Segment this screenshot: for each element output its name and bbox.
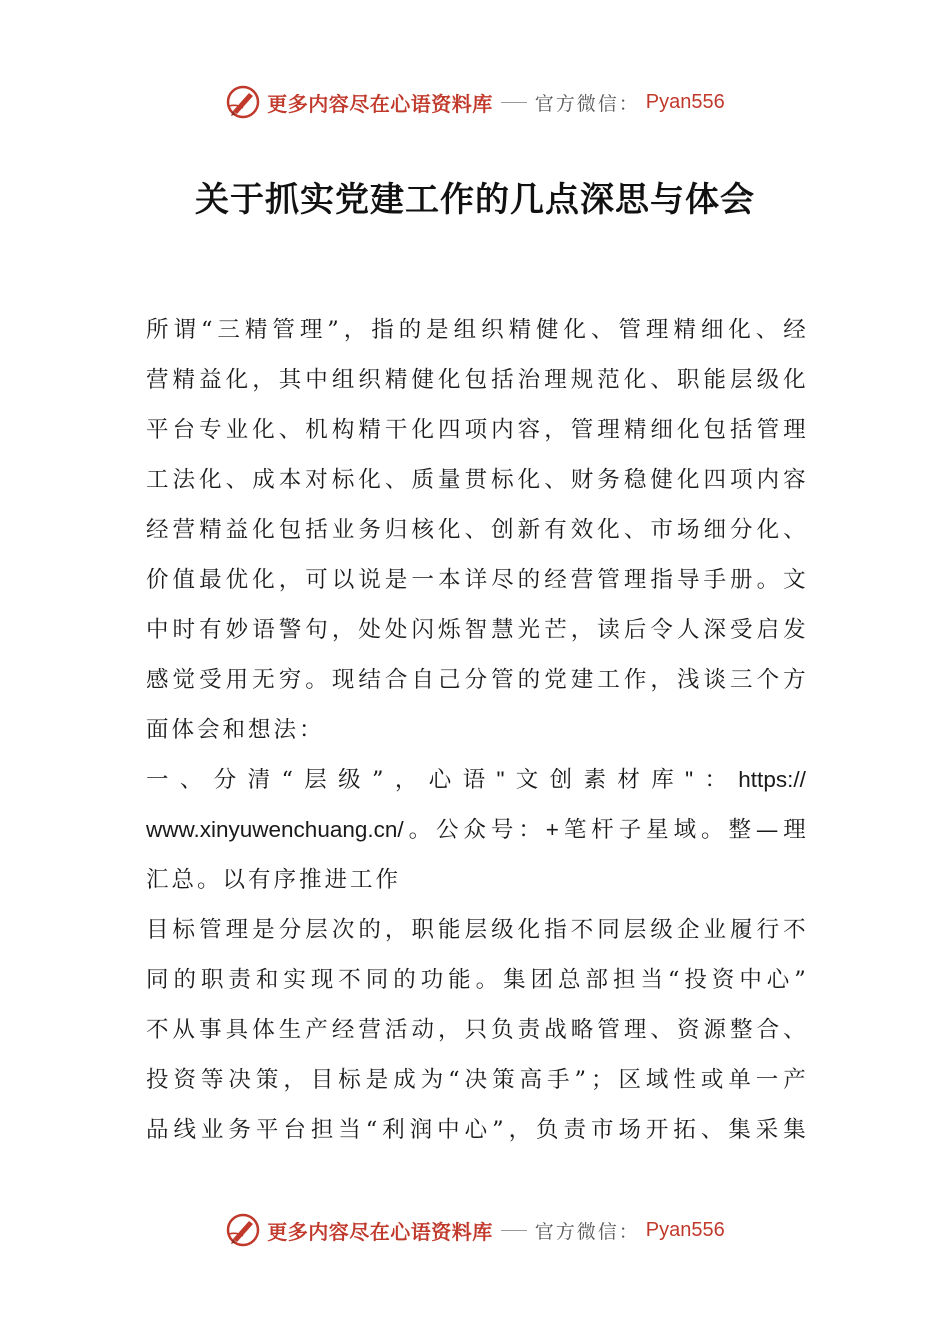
body-line: 工 法 化 、 成 本 对 标 化 、 质 量 贯 标 化 、 财 务 稳 健 化 四 项 内 容: [146, 467, 806, 493]
body-line: 投 资 等 决 策 ， 目 标 是 成 为 “ 决 策 高 手 ” ； 区 域 性 或 单 一 产: [146, 1067, 806, 1093]
body-line: 经 营 精 益 化 包 括 业 务 归 核 化 、 创 新 有 效 化 、 市 场 细 分 化 、: [146, 517, 806, 543]
body-line: 价 值 最 优 化 ， 可 以 说 是 一 本 详 尽 的 经 营 管 理 指 导 手 册 。 文: [146, 567, 806, 593]
footer-dash: [501, 1230, 527, 1231]
header-wechat-label: 官方微信：: [534, 92, 640, 115]
footer-wechat-id: Pyan556: [645, 1218, 725, 1241]
section-heading-line: www.xinyuwenchuang.cn/ 。 公 众 号 ： + 笔 杆 子 星 域 。 整 — 理: [146, 817, 806, 843]
body-line: 不 从 事 具 体 生 产 经 营 活 动 ， 只 负 责 战 略 管 理 、 资 源 整 合 、: [146, 1017, 806, 1043]
header-wechat-id: Pyan556: [645, 90, 725, 113]
body-line: 面体会和想法：: [146, 717, 325, 743]
body-line: 感 觉 受 用 无 穷 。 现 结 合 自 己 分 管 的 党 建 工 作 ， 浅 谈 三 个 方: [146, 667, 806, 693]
body-line: 营 精 益 化 ， 其 中 组 织 精 健 化 包 括 治 理 规 范 化 、 职 能 层 级 化: [146, 367, 806, 393]
header-dash: [501, 102, 527, 103]
body-line: 品 线 业 务 平 台 担 当 “ 利 润 中 心 ” ， 负 责 市 场 开 拓 、 集 采 集: [146, 1117, 806, 1143]
section-heading-line: 汇总。以有序推进工作: [146, 867, 402, 893]
footer-brand-text: 更多内容尽在心语资料库: [267, 1219, 493, 1244]
footer-banner: [0, 1210, 950, 1250]
header-brand-text: 更多内容尽在心语资料库: [267, 91, 493, 116]
body-line: 目 标 管 理 是 分 层 次 的 ， 职 能 层 级 化 指 不 同 层 级 企 业 履 行 不: [146, 917, 806, 943]
body-line: 平 台 专 业 化 、 机 构 精 干 化 四 项 内 容 ， 管 理 精 细 化 包 括 管 理: [146, 417, 806, 443]
document-title: 关于抓实党建工作的几点深思与体会: [195, 180, 755, 220]
document-body: [146, 305, 806, 1155]
pen-logo-icon: [225, 1212, 261, 1248]
body-line: 同 的 职 责 和 实 现 不 同 的 功 能 。 集 团 总 部 担 当 “ 投 资 中 心 ”: [146, 967, 806, 993]
section-heading-line: 一 、 分 清 “ 层 级 ” ， 心 语 " 文 创 素 材 库 " ： https://: [146, 767, 806, 793]
header-banner: [0, 82, 950, 122]
footer-wechat-label: 官方微信：: [534, 1220, 640, 1243]
body-line: 所 谓 “ 三 精 管 理 ” ， 指 的 是 组 织 精 健 化 、 管 理 精 细 化 、 经: [146, 317, 806, 343]
pen-logo-icon: [225, 84, 261, 120]
body-line: 中 时 有 妙 语 警 句 ， 处 处 闪 烁 智 慧 光 芒 ， 读 后 令 人 深 受 启 发: [146, 617, 806, 643]
